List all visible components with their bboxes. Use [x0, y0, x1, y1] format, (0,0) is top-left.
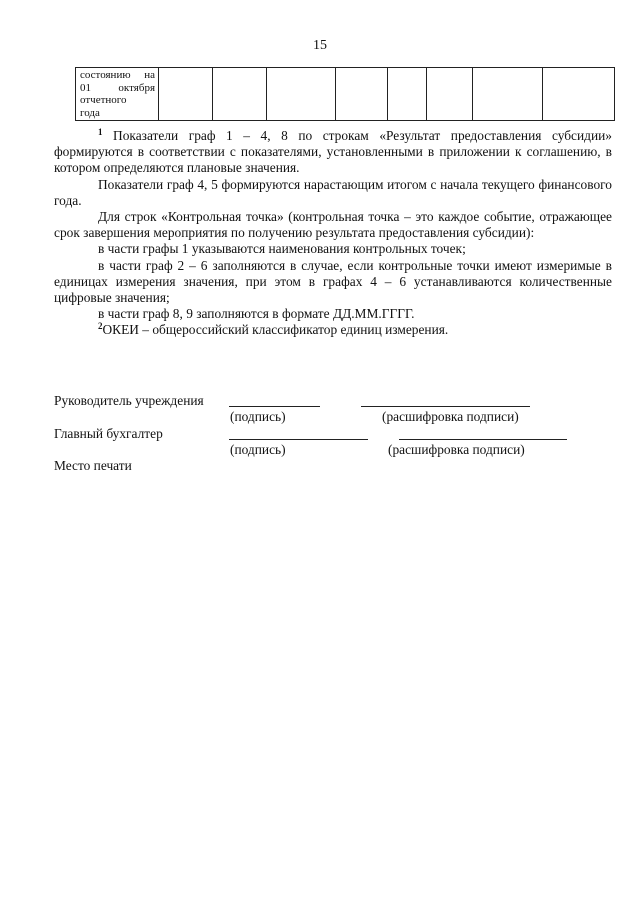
table-cell-empty [267, 68, 336, 121]
footnote-paragraph-4: в части графы 1 указываются наименования контрольных точек; [98, 241, 466, 257]
accountant-signature-line [229, 439, 368, 440]
accountant-decryption-line [399, 439, 567, 440]
report-table-fragment [75, 67, 615, 121]
table-cell-empty [427, 68, 473, 121]
period-line-3: отчетного [80, 94, 127, 106]
table-cell-empty [159, 68, 213, 121]
page-number: 15 [313, 38, 327, 53]
footnote-1-text: Показатели граф 1 – 4, 8 по строкам «Результат предоставления субсидии» формируются в соответствии с показателями, установленными в приложении к соглашению, в котором определяются плановые значения. [54, 128, 612, 176]
period-line-2: 01 октября [80, 81, 155, 94]
head-decryption-line [361, 406, 530, 407]
table-cell-empty [473, 68, 543, 121]
footnote-2-text: ОКЕИ – общероссийский классификатор единиц измерения. [102, 322, 449, 338]
footnote-paragraph-6: в части граф 8, 9 заполняются в формате ДД.ММ.ГГГГ. [98, 306, 415, 322]
accountant-label: Главный бухгалтер [54, 426, 163, 441]
seal-label: Место печати [54, 458, 132, 473]
table-cell-empty [213, 68, 267, 121]
table-cell-period [76, 68, 159, 121]
footnote-2 [54, 322, 612, 338]
accountant-signature-caption: (подпись) [230, 442, 286, 457]
table-cell-empty [336, 68, 388, 121]
footnotes-block [54, 128, 612, 339]
footnote-1 [54, 128, 612, 177]
period-cell-text [76, 68, 158, 119]
footnote-2-marker: 2 [98, 321, 103, 332]
table-cell-empty [388, 68, 427, 121]
head-signature-caption: (подпись) [230, 409, 286, 424]
footnote-1-marker: 1 [98, 127, 103, 137]
footnote-paragraph-2: Показатели граф 4, 5 формируются нарастающим итогом с начала текущего финансового года. [54, 176, 612, 208]
head-signature-line [229, 406, 320, 407]
accountant-decryption-caption: (расшифровка подписи) [388, 442, 525, 457]
period-line-4: года [80, 106, 100, 119]
table-row [76, 68, 615, 121]
table-cell-empty [543, 68, 615, 121]
head-decryption-caption: (расшифровка подписи) [382, 409, 519, 424]
period-line-1: состоянию на [80, 69, 155, 81]
head-label: Руководитель учреждения [54, 393, 204, 408]
footnote-paragraph-3: Для строк «Контрольная точка» (контрольная точка – это каждое событие, отражающее срок завершения мероприятия по получению результата предоставления субсидии): [54, 209, 612, 241]
footnote-paragraph-5: в части граф 2 – 6 заполняются в случае, если контрольные точки имеют измеримые в единицах измерения значения, при этом в графах 4 – 6 устанавливаются количественные цифровые значения; [54, 257, 612, 306]
